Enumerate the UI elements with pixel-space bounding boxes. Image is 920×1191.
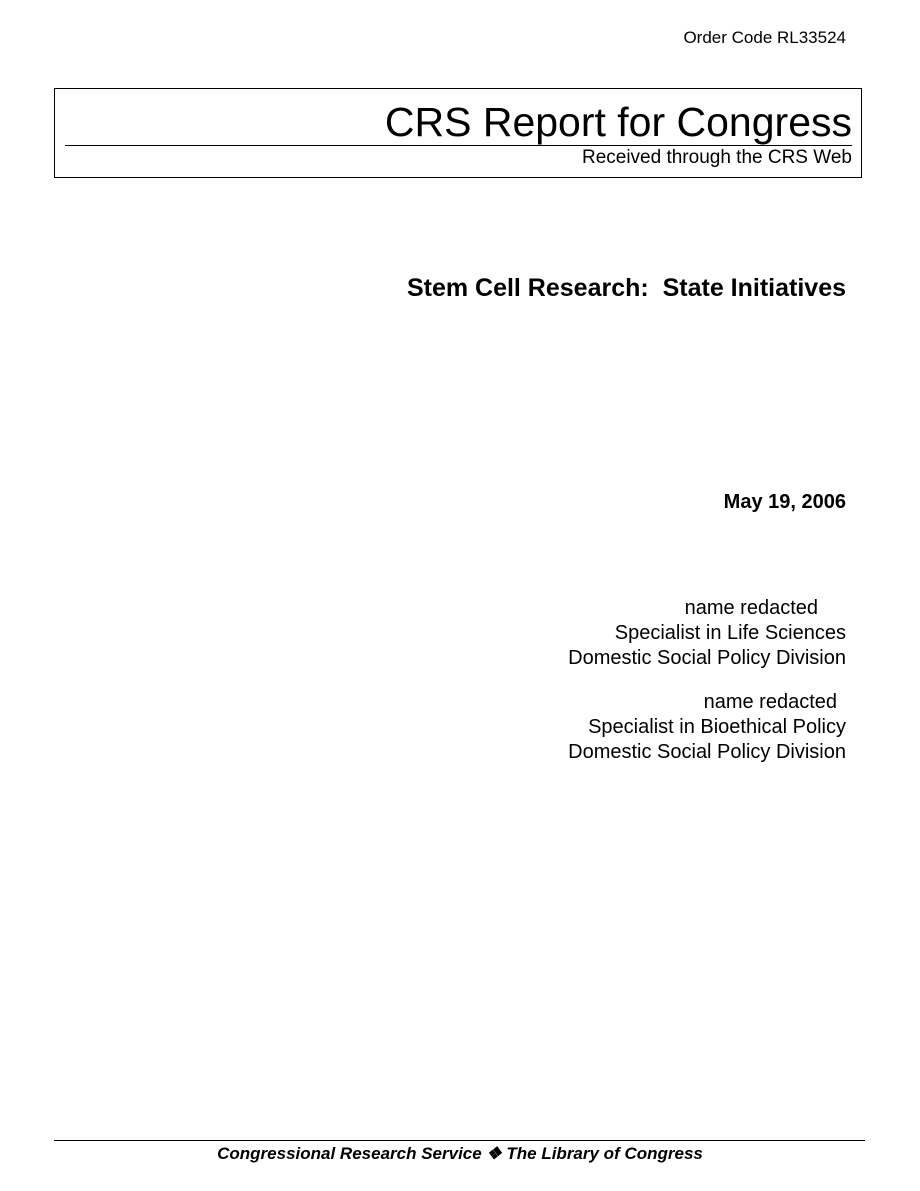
header-title: CRS Report for Congress [384, 99, 852, 145]
report-title: Stem Cell Research: State Initiatives [406, 274, 846, 302]
author-name: name redacted [684, 597, 818, 619]
author-title: Specialist in Bioethical Policy [588, 716, 846, 738]
footer-text: Congressional Research Service ❖ The Library of Congress [217, 1144, 703, 1163]
author-name: name redacted [703, 691, 837, 713]
author-division: Domestic Social Policy Division [568, 741, 846, 763]
author-title: Specialist in Life Sciences [614, 622, 846, 644]
author-division: Domestic Social Policy Division [568, 647, 846, 669]
header-divider [65, 145, 852, 146]
footer-divider [54, 1140, 865, 1141]
report-date: May 19, 2006 [723, 491, 846, 513]
author-block-2 [568, 690, 846, 765]
report-header-box [54, 88, 862, 178]
order-code: Order Code RL33524 [683, 28, 846, 47]
header-subtitle: Received through the CRS Web [581, 147, 852, 168]
author-block-1 [568, 596, 846, 671]
